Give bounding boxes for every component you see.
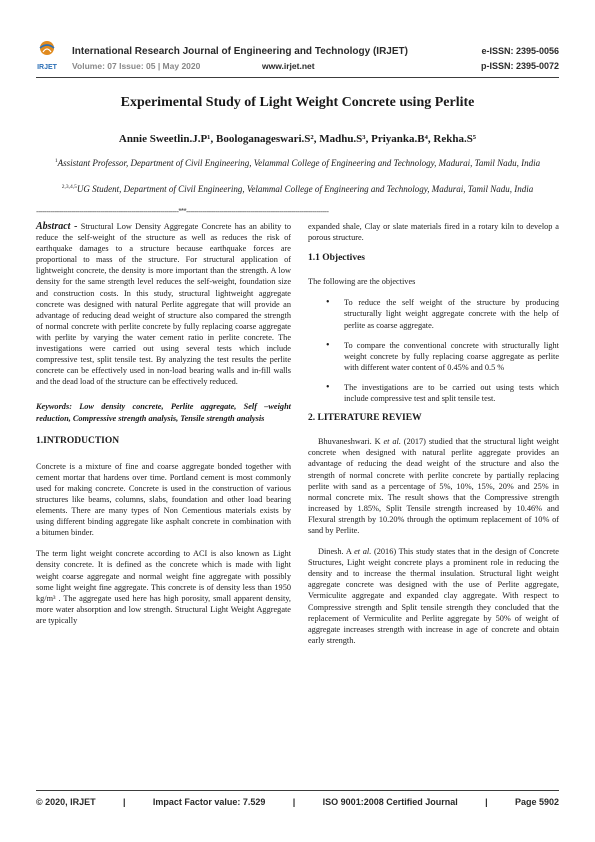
left-column xyxy=(36,221,291,636)
section-separator: ---------------------------------------------------------------------***--------------------------------------------------------------------- xyxy=(36,207,329,216)
literature-review-heading: 2. LITERATURE REVIEW xyxy=(308,413,422,424)
objective-item: • To reduce the self weight of the structure by producing structurally light weight aggregate concrete with the help of perlite as coarse aggregate. xyxy=(308,297,559,330)
affiliation-2-text: UG Student, Department of Civil Engineering, Velammal College of Engineering and Technology, Madurai, Tamil Nadu, India xyxy=(76,184,534,194)
journal-website[interactable]: www.irjet.net xyxy=(262,61,315,71)
keywords-text: Low density concrete, Perlite aggregate, Self –weight reduction, Compressive strength analysis, Tensile strength analysis xyxy=(36,402,291,423)
lit-2-text: (2016) This study states that in the design of Concrete Structures, Light weight concrete plays a prominent role in reducing the density and to increase the thermal insulation. Structural light weight aggregate concrete was designed with the use of Perlite aggregate, Vermiculite aggregate and expanded clay aggregate. With respect to Compressive strength and Split tensile strength they concluded that the replacement of Vermiculite and Perlite aggregate by 50% of weight of aggregate increases strength with increase in age of concrete and obtain early strength. xyxy=(308,547,559,645)
abstract-label: Abstract - xyxy=(36,221,78,232)
footer-iso: ISO 9001:2008 Certified Journal xyxy=(322,797,458,807)
lit-1-etal: et al. xyxy=(383,437,401,447)
introduction-paragraph-2: The term light weight concrete according to ACI is also known as Light density concrete. It is defined as the concrete which is made with light weight coarse aggregate and normal weight fine aggregate with possibly some light weight fine aggregate. This concrete is of density less than 1950 kg/m³ . The aggregate used here has high porosity, small apparent density, more water absorption and low strength. Structural Light Weight Aggregate are typically xyxy=(36,549,291,625)
footer-separator: | xyxy=(123,797,126,807)
p-issn: p-ISSN: 2395-0072 xyxy=(480,61,559,71)
page-footer xyxy=(36,797,559,807)
header-rule xyxy=(36,77,559,78)
volume-issue: Volume: 07 Issue: 05 | May 2020 xyxy=(72,61,201,71)
keywords xyxy=(36,401,291,423)
lit-2-etal: et al. xyxy=(354,547,372,557)
objectives-list xyxy=(308,297,559,404)
continued-text: expanded shale, Clay or slate materials fired in a rotary kiln to develop a porous structure. xyxy=(308,222,559,243)
objective-item: • The investigations are to be carried out using tests which include compressive test and split tensile test. xyxy=(308,382,559,404)
footer-separator: | xyxy=(292,797,296,807)
objectives-heading: 1.1 Objectives xyxy=(308,253,365,264)
affiliation-2 xyxy=(36,181,559,196)
objectives-intro: The following are the objectives xyxy=(308,277,416,287)
abstract-text: Structural Low Density Aggregate Concrete has an ability to reduce the self-weight of the structure as well as reduces the risk of earthquake damages to a structure because earthquake forces are proportional to mass of the structure. For structural application of lightweight concrete, the density is more important than the strength. A low density for the same strength level reduces the self-weight, foundation size and construction costs. In this study, structural lightweight aggregate concrete was designed with natural Perlite aggregate that will provide an advantage of reducing dead weight of structure also compared the strength of normal concrete with perlite concrete by fully replacing coarse aggregate with perlite by varying the water cement ratio in perlite concrete. The investigations were carried out using several tests which include compressive test, split tensile test. By analyzing the test results the perlite concrete can be effectively used in non-load bearing walls and in-fill walls and the dead load of the structure can be effectively reduced. xyxy=(36,222,291,387)
affiliation-1 xyxy=(36,155,559,170)
affiliation-2-marker: 2,3,4,5 xyxy=(61,184,77,190)
affiliation-1-text: Assistant Professor, Department of Civil Engineering, Velammal College of Engineering and Technology, Madurai, Tamil Nadu, India xyxy=(57,158,541,168)
objective-item: • To compare the conventional concrete with structurally light weight concrete by fully replacing coarse aggregate as perlite with different water content of 0.45% and 0.5 % xyxy=(308,340,559,373)
literature-paragraph-1 xyxy=(308,436,559,536)
introduction-paragraph-1: Concrete is a mixture of fine and coarse aggregate bonded together with cement mortar that hardens over time. Portland cement is most commonly used for making concrete. Concrete is used in the construction of various structures like beams, columns, slabs, foundation and other load bearing elements. There are many types of Non Cementious materials exists by using different binding aggregate like asphalt concrete in combination with a bitumen binder. xyxy=(36,461,291,538)
paper-title: Experimental Study of Light Weight Concrete using Perlite xyxy=(120,95,475,110)
irjet-logo xyxy=(36,40,58,73)
abstract xyxy=(36,221,291,387)
literature-paragraph-2 xyxy=(308,546,559,646)
author-list: Annie Sweetlin.J.P¹, Boologanageswari.S², Madhu.S³, Priyanka.B⁴, Rekha.S⁵ xyxy=(118,133,477,145)
footer-page-number: Page 5902 xyxy=(514,797,559,807)
lit-2-author: Dinesh. A xyxy=(318,547,355,557)
journal-name: International Research Journal of Engineering and Technology (IRJET) xyxy=(72,46,408,57)
footer-impact-factor: Impact Factor value: 7.529 xyxy=(152,797,266,807)
lit-1-author: Bhuvaneshwari. K xyxy=(318,437,384,447)
affiliation-1-marker: 1 xyxy=(54,158,58,164)
introduction-heading: 1.INTRODUCTION xyxy=(36,435,120,446)
logo-text: IRJET xyxy=(37,64,57,71)
e-issn: e-ISSN: 2395-0056 xyxy=(481,46,559,56)
lit-1-text: (2017) studied that the structural light weight concrete when designed with natural perlite aggregate provides an advantage of reducing the dead weight of the structure and also the strength of normal concrete with perlite concrete by partially replacing perlite with sand as a percentage of 5%, 10%, 15%, 20% and 25% in normal concrete mix. The result shows that the Compressive strength increased by 1.85%, Split Tensile strength increased by 10.46% and Flexural strength by 10.20% through the optimum replacement of 10% of sand by Perlite. xyxy=(308,437,560,535)
footer-copyright: © 2020, IRJET xyxy=(36,797,96,807)
right-column xyxy=(308,221,559,656)
footer-rule xyxy=(36,790,559,791)
keywords-label: Keywords: xyxy=(36,402,80,412)
footer-separator: | xyxy=(485,797,488,807)
